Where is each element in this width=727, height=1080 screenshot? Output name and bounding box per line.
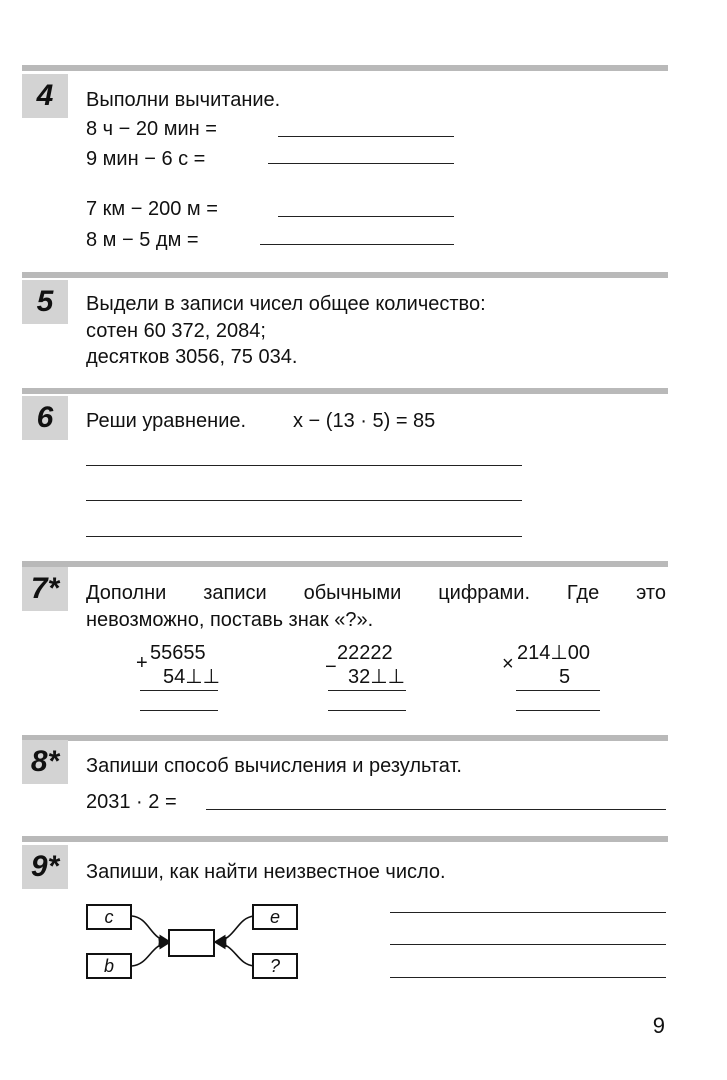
word: это (636, 582, 666, 604)
task-row: 8 ч − 20 мин = (86, 118, 217, 140)
task-title: Выдели в записи чисел общее количество: (86, 293, 486, 315)
equation: x − (13 · 5) = 85 (293, 410, 436, 432)
answer-line[interactable] (390, 912, 666, 913)
task-title: Запиши способ вычисления и результат. (86, 755, 462, 777)
arrow (132, 916, 170, 942)
calc-bottom: 54⊥⊥ (163, 666, 221, 688)
expression: 2031 · 2 = (86, 791, 177, 813)
box-question: ? (252, 953, 298, 979)
calc-bottom: 32⊥⊥ (348, 666, 406, 688)
minus-sign: − (325, 656, 337, 678)
arrow (215, 942, 254, 966)
calc-bottom: 5 (559, 666, 571, 688)
word: Где (566, 582, 600, 604)
task-title: Запиши, как найти неизвестное число. (86, 861, 446, 883)
word: записи (203, 582, 267, 604)
task-number: 6 (22, 396, 68, 440)
box-unknown[interactable] (168, 929, 215, 957)
box-e: e (252, 904, 298, 930)
times-sign: × (502, 653, 514, 675)
task-number: 9* (22, 845, 68, 889)
task-row: 7 км − 200 м = (86, 198, 218, 220)
arrow (215, 916, 254, 942)
calc-top: 214⊥00 (517, 642, 591, 664)
task-line: десятков 3056, 75 034. (86, 346, 298, 368)
task-row: 9 мин − 6 с = (86, 148, 206, 170)
box-c: c (86, 904, 132, 930)
box-b: b (86, 953, 132, 979)
task-number: 4 (22, 74, 68, 118)
word: обычными (303, 582, 402, 604)
answer-line[interactable] (390, 977, 666, 978)
arrow (132, 942, 170, 966)
page-number: 9 (652, 1013, 665, 1038)
task-number: 7* (22, 567, 68, 611)
word: Дополни (86, 582, 167, 604)
calc-top: 22222 (337, 642, 393, 664)
task-line: невозможно, поставь знак «?». (86, 609, 374, 631)
task-line: сотен 60 372, 2084; (86, 320, 266, 342)
task-number: 5 (22, 280, 68, 324)
answer-line[interactable] (390, 944, 666, 945)
calc-top: 55655 (150, 642, 206, 664)
task-title: Реши уравнение. (86, 410, 247, 432)
task-row: 8 м − 5 дм = (86, 229, 199, 251)
plus-sign: + (136, 652, 148, 674)
word: цифрами. (438, 582, 531, 604)
task-number: 8* (22, 740, 68, 784)
task-title: Выполни вычитание. (86, 89, 281, 111)
